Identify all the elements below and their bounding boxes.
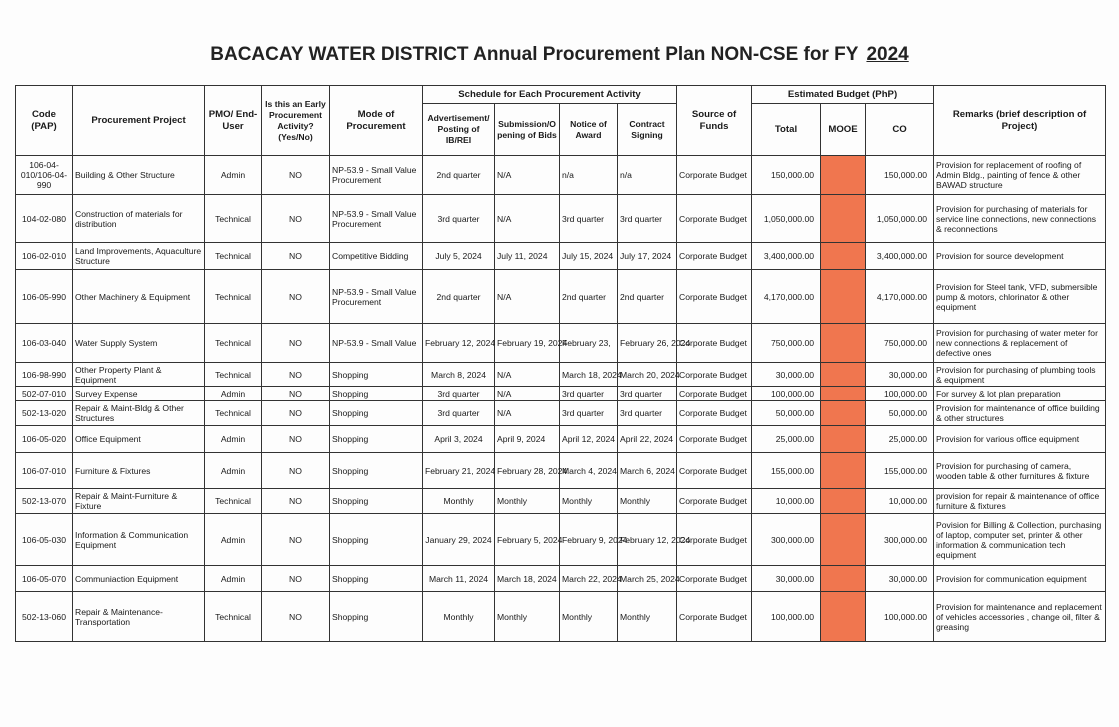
header-remarks: Remarks (brief description of Project) xyxy=(934,86,1106,156)
cell-remarks: Provision for communication equipment xyxy=(934,566,1106,592)
cell-co: 4,170,000.00 xyxy=(866,270,934,324)
header-budget: Estimated Budget (PhP) xyxy=(752,86,934,104)
cell-contract: February 12, 2024 xyxy=(618,514,677,566)
header-code: Code (PAP) xyxy=(16,86,73,156)
table-row xyxy=(16,453,1106,489)
cell-total: 10,000.00 xyxy=(752,489,821,514)
cell-noa: Monthly xyxy=(560,489,618,514)
cell-co: 3,400,000.00 xyxy=(866,243,934,270)
cell-remarks: Provision for purchasing of plumbing tools & equipment xyxy=(934,363,1106,387)
cell-sub: N/A xyxy=(495,387,560,401)
cell-remarks: Provision for Steel tank, VFD, submersible pump & motors, chlorinator & other equipment xyxy=(934,270,1106,324)
cell-noa: March 4, 2024 xyxy=(560,453,618,489)
cell-co: 25,000.00 xyxy=(866,426,934,453)
table-row xyxy=(16,243,1106,270)
cell-mode: NP-53.9 - Small Value Procurement xyxy=(330,195,423,243)
cell-source: Corporate Budget xyxy=(677,324,752,363)
header-early: Is this an Early Procurement Activity? (Yes/No) xyxy=(262,86,330,156)
cell-remarks: For survey & lot plan preparation xyxy=(934,387,1106,401)
cell-project: Communiaction Equipment xyxy=(73,566,205,592)
cell-remarks: Povision for Billing & Collection, purchasing of laptop, computer set, printer & other information & communication tech equipment xyxy=(934,514,1106,566)
cell-contract: March 6, 2024 xyxy=(618,453,677,489)
table-row xyxy=(16,363,1106,387)
cell-total: 150,000.00 xyxy=(752,156,821,195)
table-row xyxy=(16,270,1106,324)
cell-remarks: Provision for replacement of roofing of Admin Bldg., painting of fence & other BAWAD structure xyxy=(934,156,1106,195)
table-row xyxy=(16,156,1106,195)
cell-pmo: Admin xyxy=(205,514,262,566)
cell-mooe xyxy=(821,401,866,426)
cell-sub: July 11, 2024 xyxy=(495,243,560,270)
cell-total: 100,000.00 xyxy=(752,592,821,642)
cell-early: NO xyxy=(262,592,330,642)
cell-project: Other Property Plant & Equipment xyxy=(73,363,205,387)
cell-project: Office Equipment xyxy=(73,426,205,453)
cell-early: NO xyxy=(262,156,330,195)
cell-early: NO xyxy=(262,453,330,489)
cell-total: 750,000.00 xyxy=(752,324,821,363)
cell-source: Corporate Budget xyxy=(677,453,752,489)
cell-source: Corporate Budget xyxy=(677,270,752,324)
title-year: 2024 xyxy=(866,44,909,65)
cell-code: 106-05-070 xyxy=(16,566,73,592)
cell-total: 30,000.00 xyxy=(752,566,821,592)
cell-total: 1,050,000.00 xyxy=(752,195,821,243)
cell-sub: Monthly xyxy=(495,489,560,514)
cell-project: Land Improvements, Aquaculture Structure xyxy=(73,243,205,270)
cell-total: 300,000.00 xyxy=(752,514,821,566)
cell-remarks: Provision for purchasing of water meter for new connections & replacement of defective ones xyxy=(934,324,1106,363)
cell-mooe xyxy=(821,592,866,642)
cell-noa: July 15, 2024 xyxy=(560,243,618,270)
cell-noa: 3rd quarter xyxy=(560,195,618,243)
cell-remarks: provision for repair & maintenance of office furniture & fixtures xyxy=(934,489,1106,514)
cell-pmo: Technical xyxy=(205,195,262,243)
header-co: CO xyxy=(866,104,934,156)
cell-code: 106-03-040 xyxy=(16,324,73,363)
cell-pmo: Technical xyxy=(205,401,262,426)
table-row xyxy=(16,387,1106,401)
cell-co: 30,000.00 xyxy=(866,363,934,387)
cell-early: NO xyxy=(262,324,330,363)
header-total: Total xyxy=(752,104,821,156)
cell-project: Repair & Maintenance-Transportation xyxy=(73,592,205,642)
cell-mooe xyxy=(821,363,866,387)
cell-noa: April 12, 2024 xyxy=(560,426,618,453)
cell-early: NO xyxy=(262,426,330,453)
header-contract-signing: Contract Signing xyxy=(618,104,677,156)
cell-adv: March 8, 2024 xyxy=(423,363,495,387)
cell-project: Furniture & Fixtures xyxy=(73,453,205,489)
cell-noa: Monthly xyxy=(560,592,618,642)
cell-sub: February 28, 2024 xyxy=(495,453,560,489)
cell-source: Corporate Budget xyxy=(677,195,752,243)
cell-mooe xyxy=(821,566,866,592)
cell-remarks: Provision for various office equipment xyxy=(934,426,1106,453)
cell-sub: February 5, 2024 xyxy=(495,514,560,566)
cell-sub: N/A xyxy=(495,195,560,243)
cell-mode: NP-53.9 - Small Value Procurement xyxy=(330,270,423,324)
cell-adv: 3rd quarter xyxy=(423,387,495,401)
cell-contract: 3rd quarter xyxy=(618,387,677,401)
cell-code: 502-13-070 xyxy=(16,489,73,514)
table-row xyxy=(16,514,1106,566)
header-project: Procurement Project xyxy=(73,86,205,156)
cell-co: 100,000.00 xyxy=(866,592,934,642)
cell-early: NO xyxy=(262,401,330,426)
table-row xyxy=(16,592,1106,642)
cell-total: 50,000.00 xyxy=(752,401,821,426)
cell-early: NO xyxy=(262,363,330,387)
cell-pmo: Technical xyxy=(205,363,262,387)
cell-total: 30,000.00 xyxy=(752,363,821,387)
cell-early: NO xyxy=(262,270,330,324)
cell-co: 750,000.00 xyxy=(866,324,934,363)
cell-adv: 3rd quarter xyxy=(423,401,495,426)
cell-project: Construction of materials for distribution xyxy=(73,195,205,243)
cell-pmo: Admin xyxy=(205,426,262,453)
cell-contract: March 25, 2024 xyxy=(618,566,677,592)
cell-noa: March 18, 2024 xyxy=(560,363,618,387)
cell-noa: February 9, 2024 xyxy=(560,514,618,566)
cell-adv: Monthly xyxy=(423,489,495,514)
cell-early: NO xyxy=(262,566,330,592)
cell-noa: February 23, xyxy=(560,324,618,363)
cell-mooe xyxy=(821,156,866,195)
cell-adv: March 11, 2024 xyxy=(423,566,495,592)
cell-sub: March 18, 2024 xyxy=(495,566,560,592)
header-advertisement: Advertisement/ Posting of IB/REI xyxy=(423,104,495,156)
cell-mooe xyxy=(821,195,866,243)
cell-mooe xyxy=(821,453,866,489)
cell-code: 106-04-010/106-04-990 xyxy=(16,156,73,195)
cell-source: Corporate Budget xyxy=(677,426,752,453)
cell-mooe xyxy=(821,324,866,363)
page-title xyxy=(0,44,1119,66)
cell-co: 155,000.00 xyxy=(866,453,934,489)
cell-mode: Shopping xyxy=(330,453,423,489)
cell-source: Corporate Budget xyxy=(677,243,752,270)
cell-remarks: Provision for purchasing of camera, wooden table & other furnitures & fixture xyxy=(934,453,1106,489)
cell-remarks: Provision for maintenance of office building & other structures xyxy=(934,401,1106,426)
cell-co: 150,000.00 xyxy=(866,156,934,195)
cell-source: Corporate Budget xyxy=(677,489,752,514)
cell-project: Other Machinery & Equipment xyxy=(73,270,205,324)
cell-contract: July 17, 2024 xyxy=(618,243,677,270)
cell-mode: NP-53.9 - Small Value xyxy=(330,324,423,363)
cell-pmo: Admin xyxy=(205,387,262,401)
header-source: Source of Funds xyxy=(677,86,752,156)
cell-noa: n/a xyxy=(560,156,618,195)
cell-noa: 3rd quarter xyxy=(560,387,618,401)
cell-pmo: Admin xyxy=(205,453,262,489)
table-row xyxy=(16,324,1106,363)
cell-source: Corporate Budget xyxy=(677,387,752,401)
cell-code: 502-13-020 xyxy=(16,401,73,426)
cell-early: NO xyxy=(262,195,330,243)
cell-code: 106-05-030 xyxy=(16,514,73,566)
title-text: BACACAY WATER DISTRICT Annual Procurement Plan NON-CSE for FY xyxy=(210,44,859,65)
cell-mode: Shopping xyxy=(330,514,423,566)
cell-adv: February 21, 2024 xyxy=(423,453,495,489)
cell-source: Corporate Budget xyxy=(677,401,752,426)
table-row xyxy=(16,401,1106,426)
cell-total: 3,400,000.00 xyxy=(752,243,821,270)
cell-remarks: Provision for maintenance and replacement of vehicles accessories , change oil, filter & greasing xyxy=(934,592,1106,642)
cell-mode: Shopping xyxy=(330,363,423,387)
cell-early: NO xyxy=(262,243,330,270)
cell-mooe xyxy=(821,514,866,566)
cell-pmo: Admin xyxy=(205,566,262,592)
cell-source: Corporate Budget xyxy=(677,156,752,195)
cell-adv: 3rd quarter xyxy=(423,195,495,243)
cell-contract: 2nd quarter xyxy=(618,270,677,324)
cell-co: 10,000.00 xyxy=(866,489,934,514)
cell-co: 1,050,000.00 xyxy=(866,195,934,243)
cell-pmo: Technical xyxy=(205,489,262,514)
cell-noa: 2nd quarter xyxy=(560,270,618,324)
cell-mooe xyxy=(821,243,866,270)
cell-source: Corporate Budget xyxy=(677,514,752,566)
cell-sub: N/A xyxy=(495,401,560,426)
cell-contract: 3rd quarter xyxy=(618,195,677,243)
cell-early: NO xyxy=(262,489,330,514)
cell-adv: July 5, 2024 xyxy=(423,243,495,270)
header-mooe: MOOE xyxy=(821,104,866,156)
cell-mooe xyxy=(821,270,866,324)
cell-pmo: Technical xyxy=(205,324,262,363)
header-notice-of-award: Notice of Award xyxy=(560,104,618,156)
cell-pmo: Technical xyxy=(205,592,262,642)
cell-sub: N/A xyxy=(495,363,560,387)
cell-code: 106-98-990 xyxy=(16,363,73,387)
cell-mode: NP-53.9 - Small Value Procurement xyxy=(330,156,423,195)
cell-sub: N/A xyxy=(495,156,560,195)
cell-code: 502-07-010 xyxy=(16,387,73,401)
cell-mode: Shopping xyxy=(330,387,423,401)
cell-total: 155,000.00 xyxy=(752,453,821,489)
cell-co: 300,000.00 xyxy=(866,514,934,566)
cell-mooe xyxy=(821,426,866,453)
procurement-table xyxy=(15,85,1106,642)
cell-mode: Shopping xyxy=(330,426,423,453)
cell-noa: March 22, 2024 xyxy=(560,566,618,592)
cell-sub: February 19, 2024 xyxy=(495,324,560,363)
cell-mooe xyxy=(821,489,866,514)
cell-co: 50,000.00 xyxy=(866,401,934,426)
cell-adv: February 12, 2024 xyxy=(423,324,495,363)
cell-total: 100,000.00 xyxy=(752,387,821,401)
header-schedule: Schedule for Each Procurement Activity xyxy=(423,86,677,104)
cell-pmo: Technical xyxy=(205,270,262,324)
cell-pmo: Technical xyxy=(205,243,262,270)
cell-code: 106-05-990 xyxy=(16,270,73,324)
table-row xyxy=(16,426,1106,453)
cell-mode: Competitive Bidding xyxy=(330,243,423,270)
cell-project: Repair & Maint-Furniture & Fixture xyxy=(73,489,205,514)
cell-project: Information & Communication Equipment xyxy=(73,514,205,566)
cell-adv: April 3, 2024 xyxy=(423,426,495,453)
cell-code: 106-07-010 xyxy=(16,453,73,489)
cell-project: Survey Expense xyxy=(73,387,205,401)
cell-contract: April 22, 2024 xyxy=(618,426,677,453)
cell-project: Building & Other Structure xyxy=(73,156,205,195)
cell-total: 25,000.00 xyxy=(752,426,821,453)
cell-mode: Shopping xyxy=(330,592,423,642)
cell-total: 4,170,000.00 xyxy=(752,270,821,324)
table-row xyxy=(16,195,1106,243)
cell-contract: February 26, 2024 xyxy=(618,324,677,363)
cell-remarks: Provision for purchasing of materials for service line connections, new connections & reconnections xyxy=(934,195,1106,243)
cell-source: Corporate Budget xyxy=(677,566,752,592)
cell-contract: Monthly xyxy=(618,489,677,514)
header-mode: Mode of Procurement xyxy=(330,86,423,156)
cell-noa: 3rd quarter xyxy=(560,401,618,426)
cell-code: 106-05-020 xyxy=(16,426,73,453)
cell-contract: n/a xyxy=(618,156,677,195)
cell-mode: Shopping xyxy=(330,489,423,514)
cell-co: 100,000.00 xyxy=(866,387,934,401)
table-row xyxy=(16,489,1106,514)
cell-contract: March 20, 2024 xyxy=(618,363,677,387)
table-row xyxy=(16,566,1106,592)
cell-sub: Monthly xyxy=(495,592,560,642)
cell-contract: 3rd quarter xyxy=(618,401,677,426)
cell-contract: Monthly xyxy=(618,592,677,642)
cell-adv: 2nd quarter xyxy=(423,156,495,195)
cell-remarks: Provision for source development xyxy=(934,243,1106,270)
cell-adv: 2nd quarter xyxy=(423,270,495,324)
cell-sub: N/A xyxy=(495,270,560,324)
cell-early: NO xyxy=(262,387,330,401)
cell-code: 106-02-010 xyxy=(16,243,73,270)
cell-adv: January 29, 2024 xyxy=(423,514,495,566)
cell-project: Water Supply System xyxy=(73,324,205,363)
cell-sub: April 9, 2024 xyxy=(495,426,560,453)
cell-co: 30,000.00 xyxy=(866,566,934,592)
cell-code: 104-02-080 xyxy=(16,195,73,243)
cell-source: Corporate Budget xyxy=(677,363,752,387)
cell-mode: Shopping xyxy=(330,401,423,426)
cell-source: Corporate Budget xyxy=(677,592,752,642)
cell-project: Repair & Maint-Bldg & Other Structures xyxy=(73,401,205,426)
cell-mooe xyxy=(821,387,866,401)
cell-adv: Monthly xyxy=(423,592,495,642)
cell-pmo: Admin xyxy=(205,156,262,195)
cell-code: 502-13-060 xyxy=(16,592,73,642)
header-submission: Submission/O pening of Bids xyxy=(495,104,560,156)
cell-mode: Shopping xyxy=(330,566,423,592)
header-pmo: PMO/ End-User xyxy=(205,86,262,156)
cell-early: NO xyxy=(262,514,330,566)
